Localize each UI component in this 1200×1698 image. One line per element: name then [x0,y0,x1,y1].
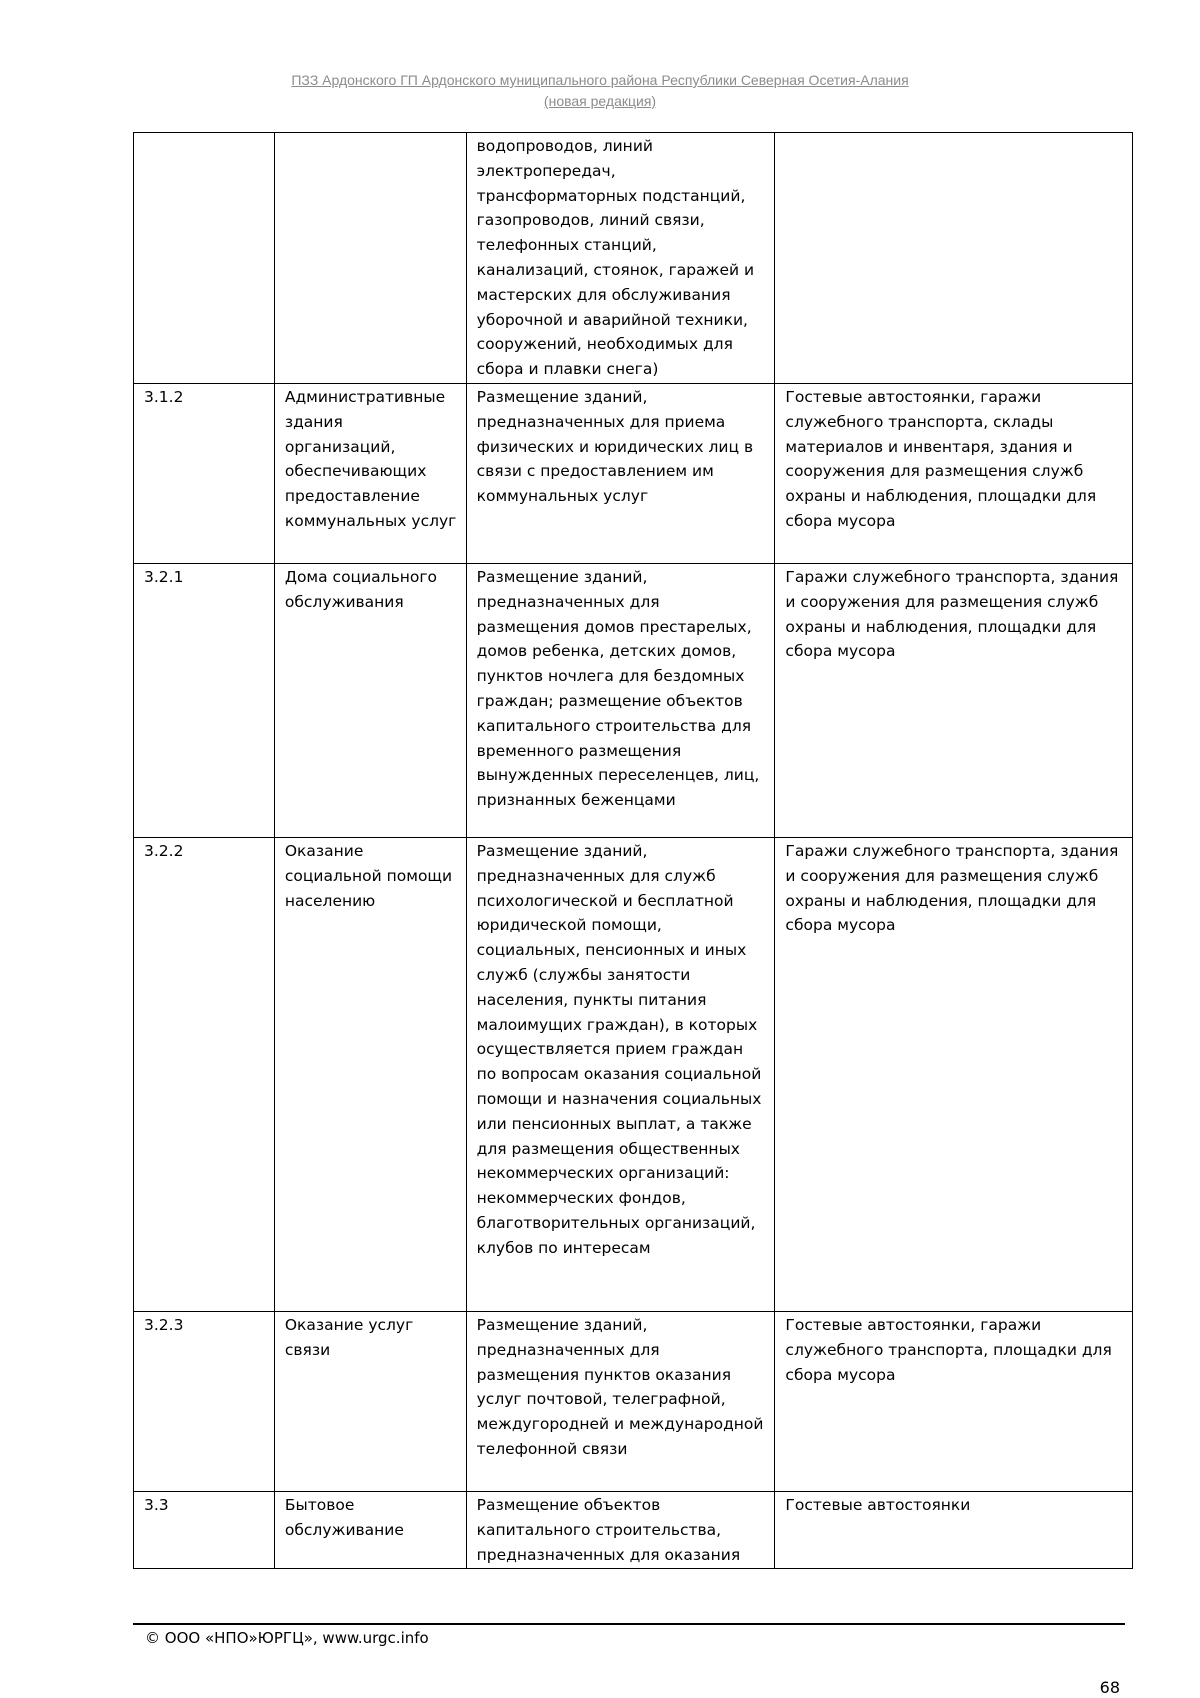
row-description: водопроводов, линий электропередач, трансформаторных подстанций, газопроводов, линий связи, телефонных станций, канализаций, стоянок, гаражей и мастерских для обслуживания уборочной и аварийной техники, сооружений, необходимых для сбора и плавки снега) [466,133,775,384]
table-row [134,1311,1133,1491]
land-use-table [133,132,1133,1569]
row-code: 3.3 [134,1491,275,1568]
row-auxiliary [775,133,1133,384]
row-auxiliary: Гаражи служебного транспорта, здания и сооружения для размещения служб охраны и наблюдения, площадки для сбора мусора [775,563,1133,837]
row-description: Размещение зданий, предназначенных для размещения домов престарелых, домов ребенка, детских домов, пунктов ночлега для бездомных граждан; размещение объектов капитального строительства для временного размещения вынужденных переселенцев, лиц, признанных беженцами [466,563,775,837]
row-name: Бытовое обслуживание [274,1491,466,1568]
row-auxiliary: Гостевые автостоянки [775,1491,1133,1568]
row-code: 3.2.3 [134,1311,275,1491]
row-name: Дома социального обслуживания [274,563,466,837]
row-description: Размещение зданий, предназначенных для служб психологической и бесплатной юридической помощи, социальных, пенсионных и иных служб (службы занятости населения, пункты питания малоимущих граждан), в которых осуществляется прием граждан по вопросам оказания социальной помощи и назначения социальных или пенсионных выплат, а также для размещения общественных некоммерческих организаций: некоммерческих фондов, благотворительных организаций, клубов по интересам [466,837,775,1311]
row-description: Размещение объектов капитального строительства, предназначенных для оказания [466,1491,775,1568]
table-row [134,1491,1133,1568]
row-auxiliary: Гостевые автостоянки, гаражи служебного транспорта, склады материалов и инвентаря, здания и сооружения для размещения служб охраны и наблюдения, площадки для сбора мусора [775,383,1133,563]
header-subtitle: (новая редакция) [543,93,657,109]
row-name: Оказание социальной помощи населению [274,837,466,1311]
header-title: ПЗЗ Ардонского ГП Ардонского муниципального района Республики Северная Осетия-Алания [291,72,909,88]
table-row [134,563,1133,837]
row-auxiliary: Гаражи служебного транспорта, здания и сооружения для размещения служб охраны и наблюдения, площадки для сбора мусора [775,837,1133,1311]
row-code: 3.2.1 [134,563,275,837]
table-row [134,133,1133,384]
footer-divider [133,1623,1125,1625]
page-number: 68 [1099,1678,1120,1697]
row-description: Размещение зданий, предназначенных для приема физических и юридических лиц в связи с предоставлением им коммунальных услуг [466,383,775,563]
row-auxiliary: Гостевые автостоянки, гаражи служебного транспорта, площадки для сбора мусора [775,1311,1133,1491]
row-code [134,133,275,384]
row-description: Размещение зданий, предназначенных для размещения пунктов оказания услуг почтовой, телеграфной, междугородней и международной телефонной связи [466,1311,775,1491]
page-header [0,70,1200,112]
table-row [134,383,1133,563]
row-name: Оказание услуг связи [274,1311,466,1491]
row-name: Административные здания организаций, обеспечивающих предоставление коммунальных услуг [274,383,466,563]
row-code: 3.2.2 [134,837,275,1311]
footer-copyright: © ООО «НПО»ЮРГЦ», www.urgc.info [145,1629,429,1647]
row-code: 3.1.2 [134,383,275,563]
row-name [274,133,466,384]
table-row [134,837,1133,1311]
